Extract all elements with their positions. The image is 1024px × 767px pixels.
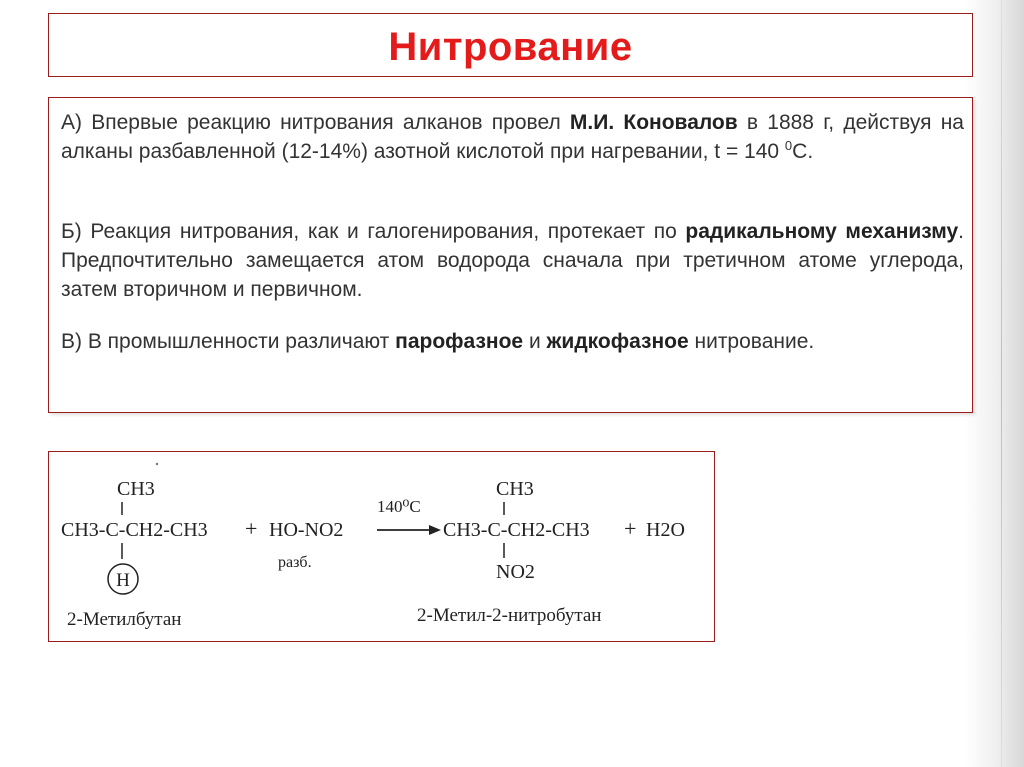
- reactant-main-chain: CH3-C-CH2-CH3: [61, 519, 208, 541]
- scientist-name: М.И. Коновалов: [569, 111, 738, 134]
- product-main-chain: CH3-C-CH2-CH3: [443, 519, 590, 541]
- paragraph-b: [61, 217, 964, 304]
- paragraph-a-suffix: С.: [792, 140, 814, 163]
- water: H2O: [646, 519, 685, 541]
- reaction-box: [48, 451, 715, 642]
- product-bottom-group: NO2: [496, 561, 535, 583]
- nitric-acid: HO-NO2: [269, 519, 344, 541]
- product-name: 2-Метил-2-нитробутан: [417, 605, 602, 626]
- paragraph-a: [61, 108, 964, 166]
- mechanism-term: радикальному механизму: [685, 220, 959, 243]
- dilute-note: разб.: [278, 554, 312, 571]
- paragraph-c-prefix: В) В промышленности различают: [61, 330, 396, 353]
- paragraph-c-suffix: нитрование.: [688, 330, 815, 353]
- slide-title: Нитрование: [388, 25, 633, 69]
- reaction-diagram: [49, 452, 716, 643]
- liquid-phase-term: жидкофазное: [546, 330, 689, 353]
- reactant-top-group: CH3: [117, 478, 155, 500]
- page-curl-shadow: [964, 0, 1024, 767]
- paragraph-c: [61, 327, 964, 356]
- degree-superscript: 0: [784, 138, 793, 153]
- vapor-phase-term: парофазное: [395, 330, 524, 353]
- paragraph-b-suffix: . Предпочтительно замещается атом водорода сначала при третичном атоме углерода, затем вторичном и первичном.: [61, 220, 964, 301]
- paragraph-a-mid: в 1888 г, действуя на алканы разбавленной (12-14%) азотной кислотой при нагревании, t = 140: [61, 111, 964, 163]
- reactant-bottom-atom: H: [116, 570, 130, 591]
- paragraph-a-prefix: А) Впервые реакцию нитрования алканов провел: [61, 111, 570, 134]
- temperature-condition: 140⁰С: [377, 497, 421, 516]
- reaction-arrow-head: [429, 525, 441, 535]
- plus-sign-1: +: [245, 516, 258, 541]
- paragraph-c-connector: и: [523, 330, 547, 353]
- page-curl-edge: [1001, 0, 1002, 767]
- text-box: [48, 97, 973, 413]
- plus-sign-2: +: [624, 516, 637, 541]
- product-top-group: CH3: [496, 478, 534, 500]
- stray-dot: [156, 463, 158, 465]
- reactant-name: 2-Метилбутан: [67, 609, 182, 630]
- paragraph-b-prefix: Б) Реакция нитрования, как и галогенирования, протекает по: [61, 220, 686, 243]
- title-box: [48, 13, 973, 77]
